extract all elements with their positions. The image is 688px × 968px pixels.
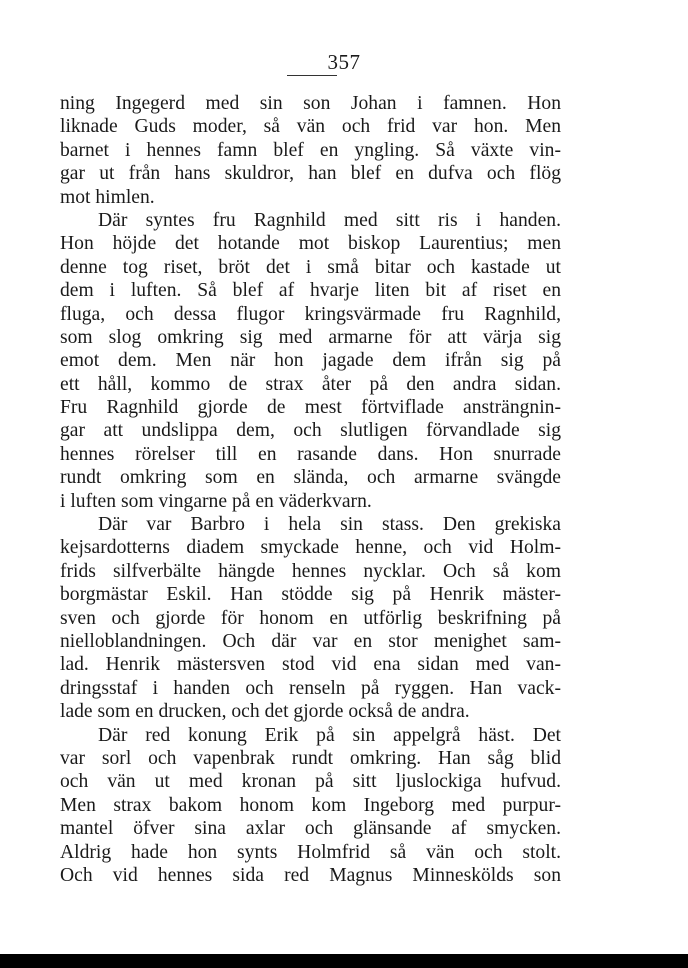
text-line: Och vid hennes sida red Magnus Minneskölds son [60, 864, 561, 886]
text-line: mot himlen. [60, 186, 155, 208]
text-line: och vän ut med kronan på sitt ljuslockiga hufvud. [60, 771, 561, 793]
text-line: fluga, och dessa flugor kringsvärmade fru Ragnhild, [60, 303, 561, 325]
text-line: kejsardotterns diadem smyckade henne, och vid Holm- [60, 537, 561, 559]
body-text [60, 92, 561, 887]
text-line: lad. Henrik mästersven stod vid ena sidan med van- [60, 654, 561, 676]
text-line: nielloblandningen. Och där var en stor menighet sam- [60, 630, 561, 652]
text-line: mantel öfver sina axlar och glänsande af smycken. [60, 818, 561, 840]
text-line: rundt omkring som en slända, och armarne svängde [60, 467, 561, 489]
text-line: i luften som vingarne på en väderkvarn. [60, 490, 372, 512]
text-line: ning Ingegerd med sin son Johan i famnen. Hon [60, 93, 561, 114]
text-line: gar ut från hans skuldror, han blef en dufva och flög [60, 163, 561, 185]
page-number: 357 [327, 50, 361, 74]
text-line: Där syntes fru Ragnhild med sitt ris i handen. [98, 209, 561, 231]
text-line: Där var Barbro i hela sin stass. Den grekiska [98, 514, 561, 536]
text-line: Hon höjde det hotande mot biskop Laurentius; men [60, 233, 561, 255]
text-line: hennes rörelser till en rasande dans. Hon snurrade [60, 443, 561, 465]
text-line: frids silfverbälte hängde hennes nycklar. Och så kom [60, 560, 561, 582]
text-line: ett håll, kommo de strax åter på den andra sidan. [60, 373, 561, 395]
text-line: liknade Guds moder, så vän och frid var hon. Men [60, 116, 561, 138]
text-line: emot dem. Men när hon jagade dem ifrån sig på [60, 350, 561, 372]
text-line: denne tog riset, bröt det i små bitar och kastade ut [60, 256, 561, 278]
text-line: som slog omkring sig med armarne för att värja sig [60, 326, 561, 348]
text-line: Aldrig hade hon synts Holmfrid så vän och stolt. [60, 841, 561, 863]
text-line: lade som en drucken, och det gjorde också de andra. [60, 701, 470, 723]
text-line: Fru Ragnhild gjorde de mest förtviflade ansträngnin- [60, 397, 561, 419]
text-line: dem i luften. Så blef af hvarje liten bit af riset en [60, 280, 561, 302]
text-line: sven och gjorde för honom en utförlig beskrifning på [60, 607, 561, 629]
text-line: dringsstaf i handen och renseln på ryggen. Han vack- [60, 677, 561, 699]
scan-bottom-edge [0, 954, 688, 968]
text-line: Där red konung Erik på sin appelgrå häst. Det [98, 724, 561, 746]
page-number-underline [287, 75, 337, 76]
text-line: borgmästar Eskil. Han stödde sig på Henrik mäster- [60, 584, 561, 606]
text-line: var sorl och vapenbrak rundt omkring. Han såg blid [60, 747, 561, 769]
text-line: Men strax bakom honom kom Ingeborg med purpur- [60, 794, 561, 816]
text-line: gar att undslippa dem, och slutligen förvandlade sig [60, 420, 561, 442]
text-line: barnet i hennes famn blef en yngling. Så växte vin- [60, 139, 561, 161]
